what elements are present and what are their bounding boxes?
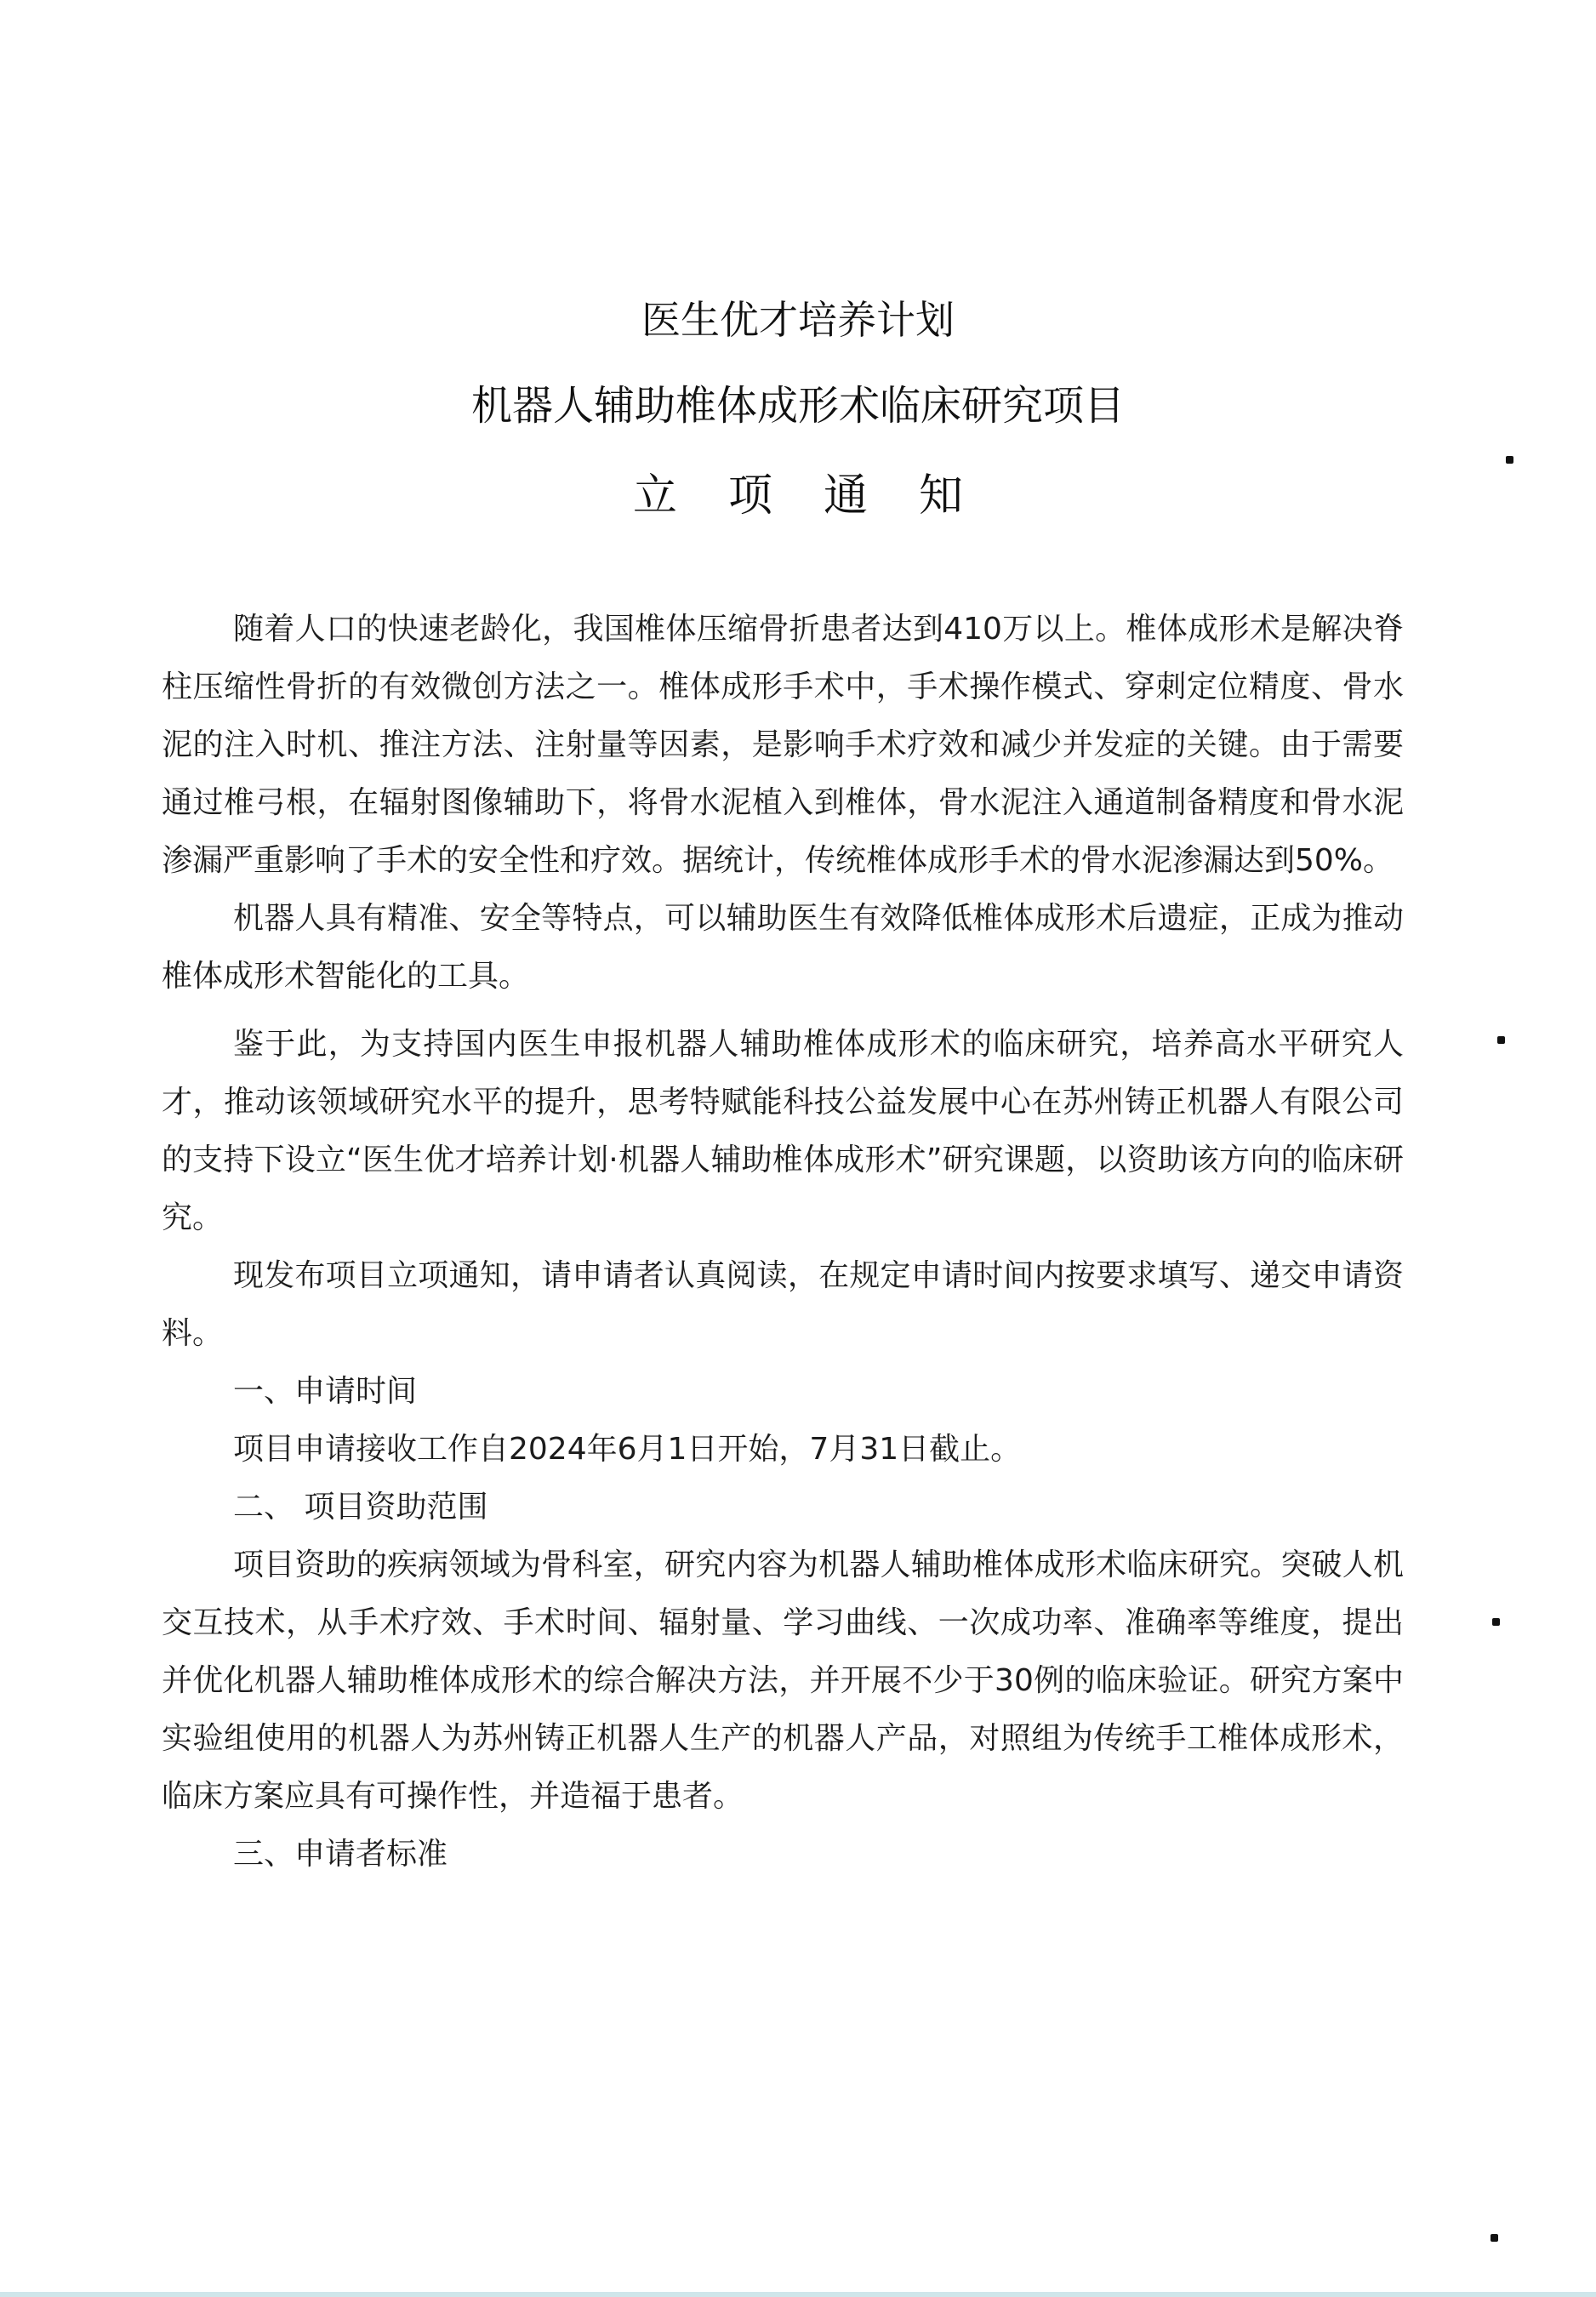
- scan-mark-dot: [1491, 2234, 1498, 2242]
- paragraph-background: 随着人口的快速老龄化，我国椎体压缩骨折患者达到410万以上。椎体成形术是解决脊柱压缩性骨折的有效微创方法之一。椎体成形手术中，手术操作模式、穿刺定位精度、骨水泥的注入时机、推注方法、注射量等因素，是影响手术疗效和减少并发症的关键。由于需要通过椎弓根，在辐射图像辅助下，将骨水泥植入到椎体，骨水泥注入通道制备精度和骨水泥渗漏严重影响了手术的安全性和疗效。据统计，传统椎体成形手术的骨水泥渗漏达到50%。: [162, 612, 1404, 878]
- paragraph-robot: 机器人具有精准、安全等特点，可以辅助医生有效降低椎体成形术后遗症，正成为推动椎体成形术智能化的工具。: [162, 901, 1404, 994]
- scan-mark-dot: [1492, 1618, 1500, 1626]
- section-text-application-time: 项目申请接收工作自2024年6月1日开始，7月31日截止。: [233, 1432, 1022, 1467]
- paragraph-purpose: 鉴于此，为支持国内医生申报机器人辅助椎体成形术的临床研究，培养高水平研究人才，推动该领域研究水平的提升，思考特赋能科技公益发展中心在苏州铸正机器人有限公司的支持下设立“医生优才培养计划·机器人辅助椎体成形术”研究课题，以资助该方向的临床研究。: [162, 1027, 1404, 1235]
- scan-mark-dot: [1506, 456, 1513, 464]
- document-title-line-3: 立项通知: [632, 470, 1014, 522]
- section-heading-applicant-criteria: 三、申请者标准: [233, 1837, 448, 1872]
- scan-mark-dot: [1497, 1036, 1505, 1044]
- section-heading-funding-scope: 二、 项目资助范围: [233, 1490, 488, 1525]
- section-heading-application-time: 一、申请时间: [233, 1374, 418, 1409]
- document-title-line-2: 机器人辅助椎体成形术临床研究项目: [470, 382, 1125, 430]
- scan-bottom-edge: [0, 2292, 1596, 2297]
- section-text-funding-scope: 项目资助的疾病领域为骨科室，研究内容为机器人辅助椎体成形术临床研究。突破人机交互技术，从手术疗效、手术时间、辐射量、学习曲线、一次成功率、准确率等维度，提出并优化机器人辅助椎体成形术的综合解决方法，并开展不少于30例的临床验证。研究方案中实验组使用的机器人为苏州铸正机器人生产的机器人产品，对照组为传统手工椎体成形术，临床方案应具有可操作性，并造福于患者。: [162, 1547, 1404, 1814]
- document-title-line-1: 医生优才培养计划: [641, 297, 955, 343]
- paragraph-announcement: 现发布项目立项通知，请申请者认真阅读，在规定申请时间内按要求填写、递交申请资料。: [162, 1258, 1404, 1351]
- document-body: [162, 601, 1404, 1884]
